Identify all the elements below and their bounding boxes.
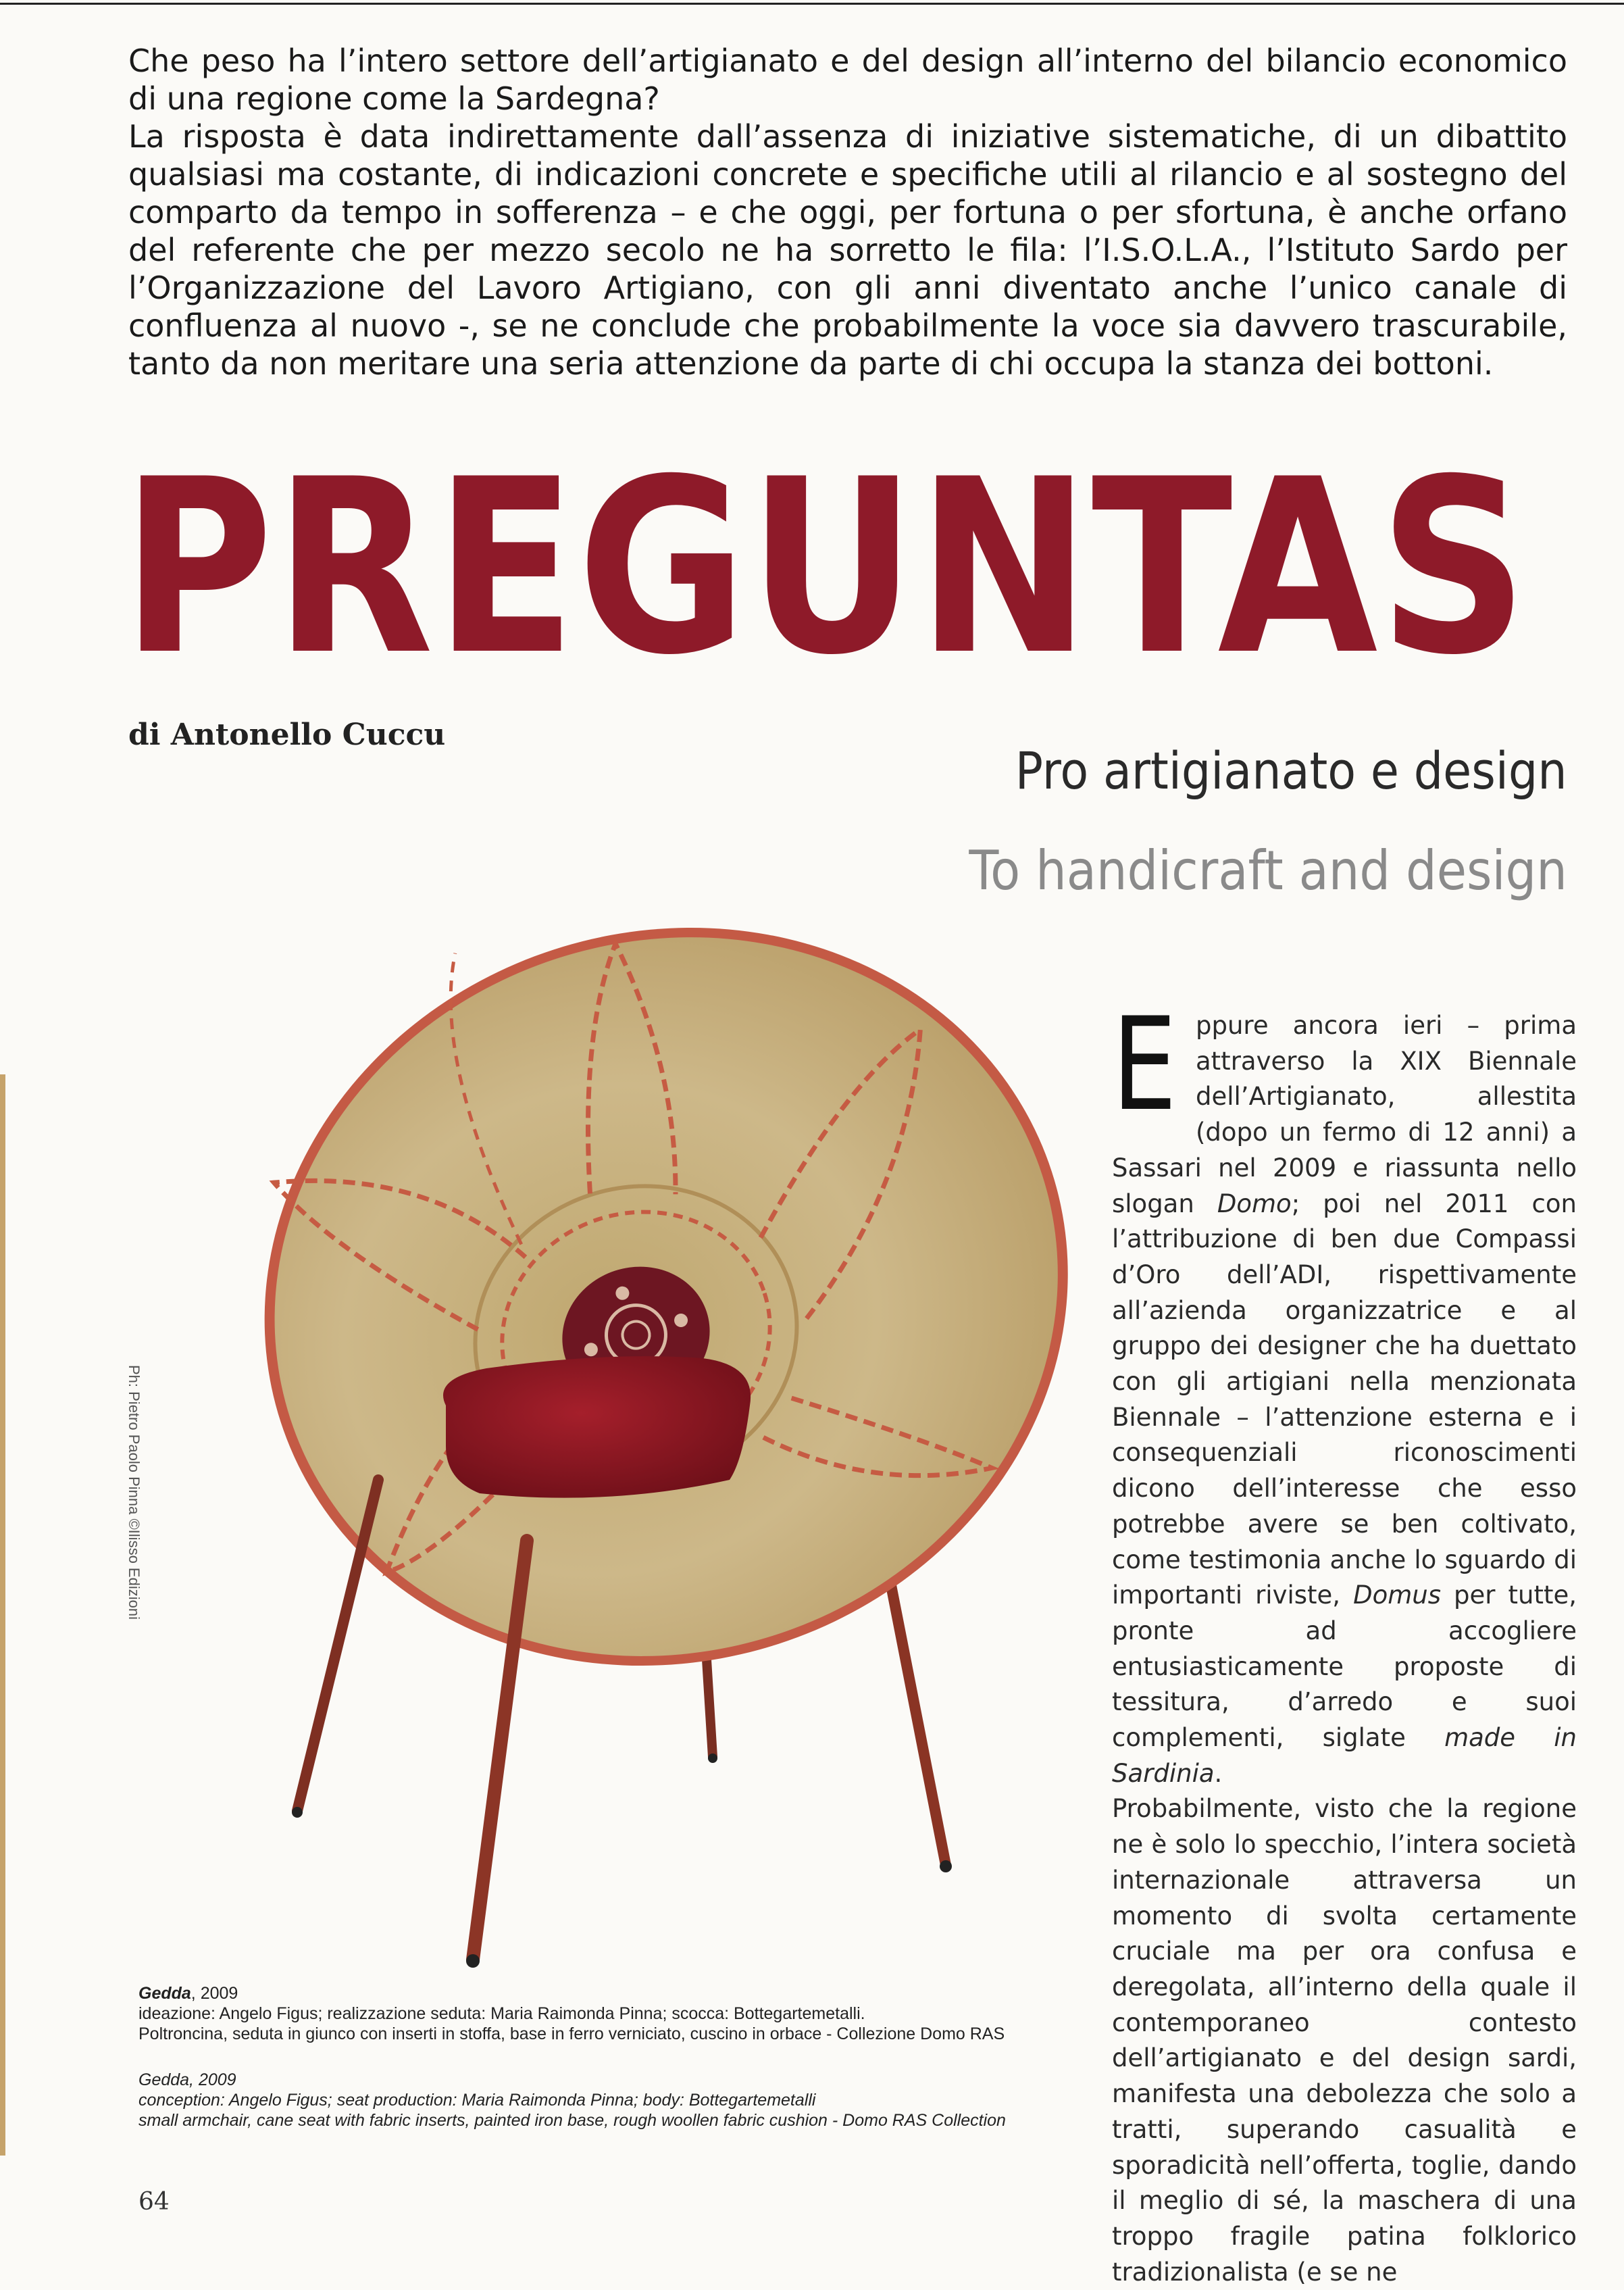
drop-cap: E [1112,990,1177,1139]
p1-made-in-sardinia: made in Sardinia [1112,1723,1577,1788]
caption-it-year: , 2009 [191,1984,238,2003]
chair-photo [189,797,1121,1980]
p1-domus: Domus [1353,1580,1441,1610]
photo-credit-text: Ph: Pietro Paolo Pinna ©Ilisso Edizioni [126,1365,143,1620]
page-number: 64 [138,2188,170,2216]
caption-it-title: Gedda [138,1984,191,2003]
p1-text-d: . [1214,1758,1223,1788]
intro-paragraph-2: La risposta è data indirettamente dall’assenza di iniziative sistematiche, di un dibattito qualsiasi ma costante, di indicazioni concrete e specifiche utili al rilancio e al sostegno del comparto da tempo in sofferenza – e che oggi, per fortuna o per sfortuna, è anche orfano del referente che per mezzo secolo ne ha sorretto le fila: l’I.S.O.L.A., l’Istituto Sardo per l’Organizzazione del Lavoro Artigiano, con gli anni diventato anche l’unico canale di confluenza al nuovo -, se ne conclude che probabilmente la voce sia davvero trascurabile, tanto da non meritare una seria attenzione da parte di chi occupa la stanza dei bottoni. [128,118,1567,382]
article-body [1112,990,1577,2290]
subtitle-italian: Pro artigianato e design [1015,741,1567,801]
chair-cushion [443,1356,751,1498]
byline: di Antonello Cuccu [128,718,446,752]
article-paragraph-2: Probabilmente, visto che la regione ne è solo lo specchio, l’intera società internazionale attraversa un momento di svolta certamente cruciale ma per ora confusa e deregolata, all’interno della quale il contemporaneo contesto dell’artigianato e del design sardi, manifesta una debolezza che solo a tratti, superando casualità e sporadicità nell’offerta, toglie, dando il meglio di sé, la maschera di una troppo fragile patina folklorico tradizionalista (e se ne [1112,1794,1577,2287]
page-edge-strip [0,1074,5,2156]
top-rule [0,3,1624,5]
caption-en-line-1: conception: Angelo Figus; seat production: Maria Raimonda Pinna; body: Bottegartemetalli [138,2091,816,2110]
caption-it-title-line [138,1983,1084,2003]
caption-english [138,2070,1084,2131]
intro-text [128,42,1567,382]
intro-paragraph-1: Che peso ha l’intero settore dell’artigianato e del design all’interno del bilancio economico di una regione come la Sardegna? [128,43,1567,117]
subtitle-english: To handicraft and design [969,839,1567,902]
p1-text-a: ppure ancora ieri – prima attraverso la XIX Biennale dell’Artigianato, allestita (dopo un fermo di 12 anni) a Sassari nel 2009 e riassunta nello slogan [1112,1011,1577,1218]
caption-en-title: Gedda, 2009 [138,2070,236,2089]
photo-caption [138,1983,1084,2131]
p1-text-b: ; poi nel 2011 con l’attribuzione di ben due Compassi d’Oro dell’ADI, rispettivamente all’azienda organizzatrice e al gruppo dei designer che ha duettato con gli artigiani nella menzionata Biennale – l’attenzione esterna e i consequenziali riconoscimenti dicono dell’interesse che esso potrebbe avere se ben coltivato, come testimonia anche lo sguardo di importanti riviste, [1112,1189,1577,1610]
caption-it-line-1: ideazione: Angelo Figus; realizzazione seduta: Maria Raimonda Pinna; scocca: Bottegartemetalli. [138,2004,865,2023]
caption-en-line-2: small armchair, cane seat with fabric inserts, painted iron base, rough woollen fabric cushion - Domo RAS Collection [138,2111,1006,2130]
p1-text-c: per tutte, pronte ad accogliere entusiasticamente proposte di tessitura, d’arredo e suoi complementi, siglate [1112,1580,1577,1753]
chair-shell [189,799,1121,1769]
headline: PREGUNTAS [122,428,1529,707]
caption-it-line-2: Poltroncina, seduta in giunco con inserti in stoffa, base in ferro verniciato, cuscino in orbace - Collezione Domo RAS [138,2024,1005,2043]
article-paragraph-1 [1112,990,1577,1791]
photo-credit [118,1365,159,1649]
p1-domo: Domo [1217,1189,1292,1218]
